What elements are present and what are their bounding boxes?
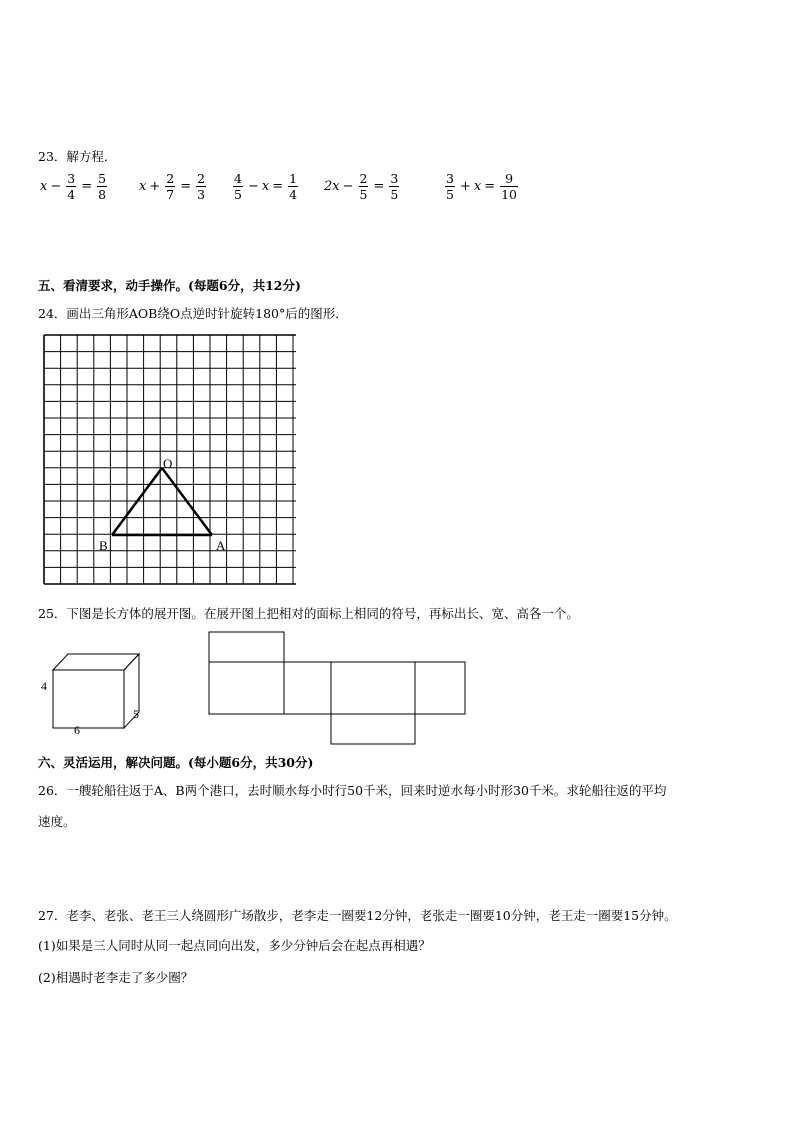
equation-3 [231,171,300,202]
equation-1 [40,171,109,202]
eq-equals: = [81,179,93,194]
eq-term: 2x [324,179,340,194]
label-b: B [99,538,108,553]
q26-line-2: 速度。 [38,814,76,829]
fraction: $\frac{5}{8}$ [98,171,107,202]
eq-term: x [261,179,270,194]
fraction: $\frac{9}{10}$ [501,171,518,202]
label-a: A [216,538,226,553]
q27-text: 27．老李、老张、老王三人绕圆形广场散步，老李走一圈要12分钟，老张走一圈要10分钟，老王走一圈要15分钟。 [38,908,677,923]
fraction: $\frac{2}{7}$ [166,171,175,202]
fraction: $\frac{2}{3}$ [197,171,206,202]
dim-height: 4 [41,679,47,693]
net-face-side-1 [284,662,331,714]
dim-length: 6 [74,723,80,737]
eq-operator: − [50,179,62,194]
equation-5 [443,171,520,202]
eq-equals: = [272,179,284,194]
fraction: $\frac{1}{4}$ [289,171,298,202]
equation-2 [139,171,208,202]
fraction: $\frac{3}{5}$ [446,171,454,202]
eq-equals: = [484,179,496,194]
eq-term: x [473,179,482,194]
eq-operator: − [247,179,259,194]
q27-sub-2: (2)相遇时老李走了多少圈？ [38,970,194,985]
label-o: O [163,456,173,471]
q27-sub-1: (1)如果是三人同时从同一起点同向出发，多少分钟后会在起点再相遇？ [38,938,431,953]
cuboid-net-figure [205,628,470,750]
eq-operator: − [342,179,354,194]
eq-term: x [40,179,48,194]
net-face-top [209,632,284,662]
eq-term: x [139,179,147,194]
eq-operator: + [459,179,471,194]
cuboid-figure [38,648,148,738]
q25-text: 25．下图是长方体的展开图。在展开图上把相对的面标上相同的符号，再标出长、宽、高各一个。 [38,606,579,621]
cuboid-front-face [53,670,124,728]
section-5-heading: 五、看清要求，动手操作。(每题6分，共12分) [38,278,301,293]
eq-equals: = [180,179,192,194]
fraction: $\frac{3}{5}$ [390,171,399,202]
net-face-center [331,662,415,714]
section-6-heading: 六、灵活运用，解决问题。(每小题6分，共30分) [38,755,314,770]
dim-width: 5 [133,707,139,721]
equation-4 [324,171,401,202]
net-face-side-2 [415,662,465,714]
fraction: $\frac{3}{4}$ [67,171,76,202]
net-face-left [209,662,284,714]
net-face-bottom [331,714,415,744]
q23-title: 23．解方程． [38,149,117,164]
q26-line-1: 26．一艘轮船往返于A、B两个港口，去时顺水每小时行50千米，回来时逆水每小时形30千米。求轮船往返的平均 [38,783,667,798]
eq-operator: + [149,179,161,194]
fraction: $\frac{4}{5}$ [234,171,242,202]
eq-equals: = [373,179,385,194]
fraction: $\frac{2}{5}$ [359,171,368,202]
q24-grid-figure [40,333,296,587]
q24-text: 24．画出三角形AOB绕O点逆时针旋转180°后的图形． [38,306,348,321]
